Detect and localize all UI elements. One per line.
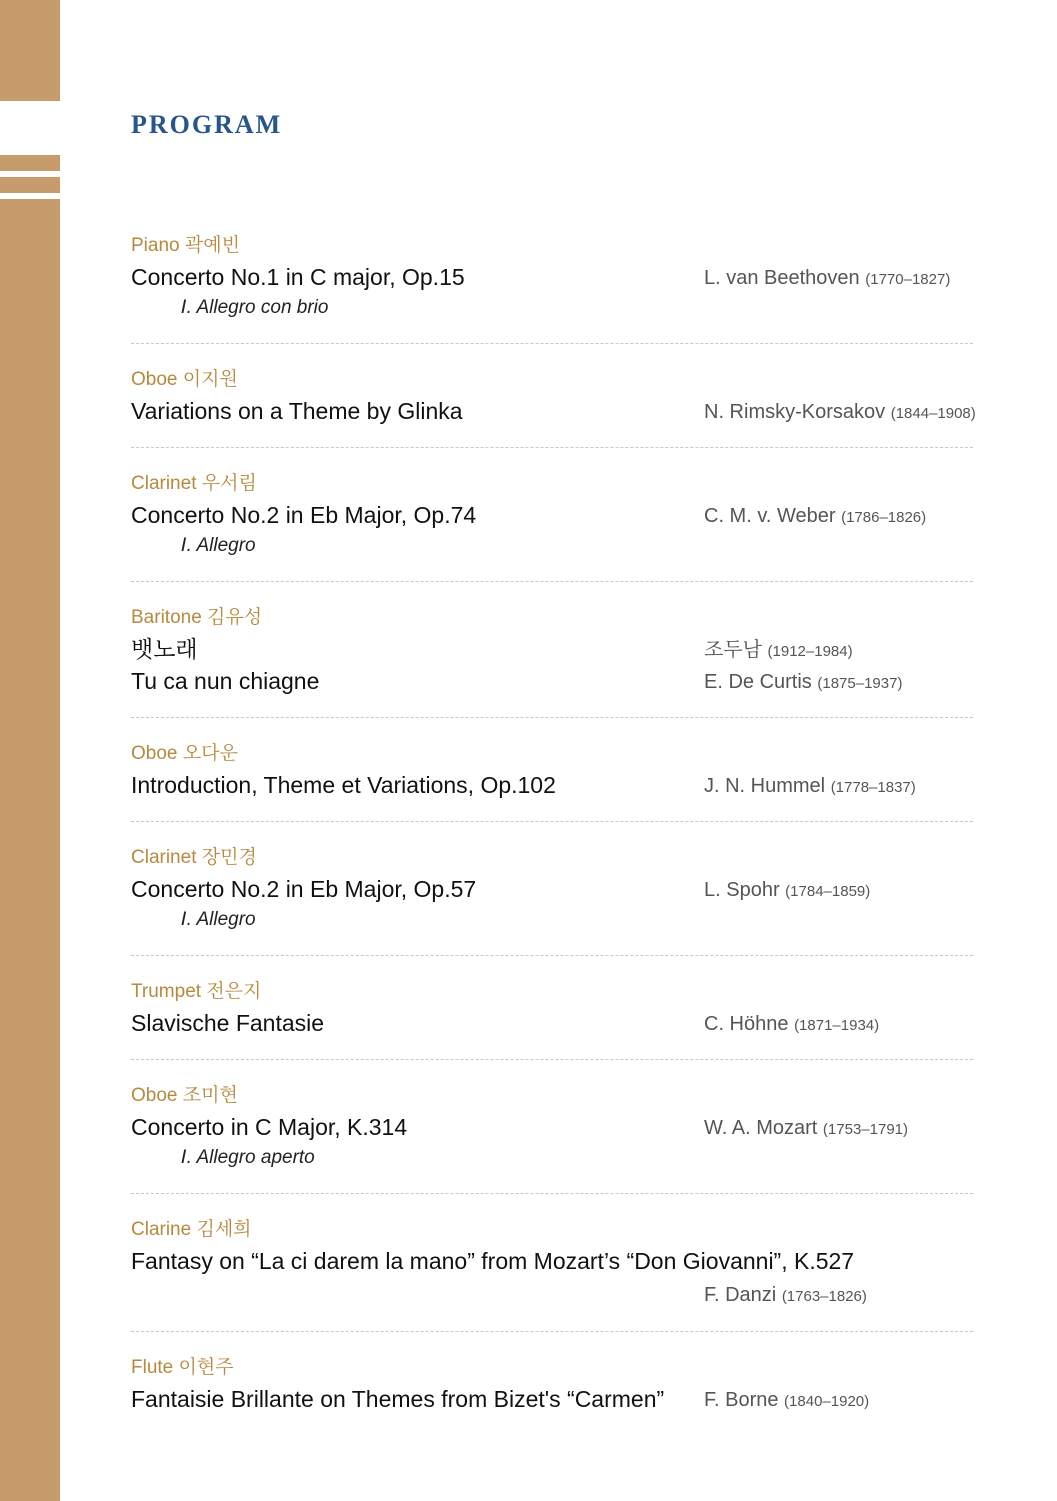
movement-label: Ⅰ. Allegro <box>181 909 256 930</box>
composer-credit <box>704 500 926 534</box>
performer-label: Clarinet 우서림 <box>131 473 257 494</box>
program-line <box>131 1007 973 1039</box>
composer-name: E. De Curtis <box>704 671 812 693</box>
movement-label: Ⅰ. Allegro <box>181 535 256 556</box>
side-accent-notch <box>0 101 60 149</box>
dashed-divider <box>131 343 973 344</box>
program-list <box>131 230 976 1415</box>
dashed-divider <box>131 1059 973 1060</box>
work-title: 뱃노래 <box>131 636 198 662</box>
work-title: Fantaisie Brillante on Themes from Bizet's “Carmen” <box>131 1386 665 1412</box>
composer-name: 조두남 <box>704 639 762 661</box>
dashed-divider <box>131 447 973 448</box>
composer-credit <box>704 262 950 296</box>
composer-credit <box>704 634 853 668</box>
work-title: Slavische Fantasie <box>131 1010 325 1036</box>
dashed-divider <box>131 581 973 582</box>
program-item <box>131 468 973 561</box>
performer-label: Clarinet 장민경 <box>131 847 257 868</box>
movement-label: Ⅰ. Allegro aperto <box>181 1147 315 1168</box>
performer-label: Oboe 이지원 <box>131 369 238 390</box>
composer-credit <box>704 874 870 908</box>
program-item <box>131 738 973 801</box>
program-line <box>131 261 973 293</box>
dashed-divider <box>131 955 973 956</box>
performer-label: Oboe 오다운 <box>131 743 238 764</box>
composer-dates: (1786–1826) <box>841 509 927 526</box>
composer-name: L. van Beethoven <box>704 267 860 289</box>
composer-name: W. A. Mozart <box>704 1117 818 1139</box>
work-title: Concerto No.2 in Eb Major, Op.57 <box>131 876 477 902</box>
performer-label: Clarine 김세희 <box>131 1219 252 1240</box>
composer-dates: (1844–1908) <box>890 405 976 422</box>
program-line <box>131 665 973 697</box>
work-title: Fantasy on “La ci darem la mano” from Mozart’s “Don Giovanni”, K.527 <box>131 1248 855 1274</box>
program-item <box>131 976 973 1039</box>
composer-dates: (1875–1937) <box>817 675 903 692</box>
program-line <box>131 633 973 665</box>
program-item <box>131 842 973 935</box>
program-item <box>131 230 973 323</box>
composer-dates: (1770–1827) <box>865 271 951 288</box>
work-title: Concerto No.1 in C major, Op.15 <box>131 264 465 290</box>
dashed-divider <box>131 821 973 822</box>
work-title: Tu ca nun chiagne <box>131 668 320 694</box>
performer-label: Flute 이현주 <box>131 1357 234 1378</box>
side-accent-stripe <box>0 171 60 177</box>
performer-label: Baritone 김유성 <box>131 607 263 628</box>
composer-credit <box>704 1008 879 1042</box>
dashed-divider <box>131 1331 973 1332</box>
composer-dates: (1871–1934) <box>794 1017 880 1034</box>
work-title: Introduction, Theme et Variations, Op.102 <box>131 772 556 798</box>
program-line <box>131 1383 973 1415</box>
composer-credit <box>704 1112 908 1146</box>
composer-credit <box>704 396 976 430</box>
composer-name: N. Rimsky-Korsakov <box>704 401 886 423</box>
composer-dates: (1840–1920) <box>784 1393 870 1410</box>
composer-dates: (1912–1984) <box>767 643 853 660</box>
program-line <box>131 395 976 427</box>
side-accent-stripe <box>0 193 60 199</box>
composer-line <box>131 1277 973 1311</box>
work-title: Variations on a Theme by Glinka <box>131 398 463 424</box>
dashed-divider <box>131 1193 973 1194</box>
composer-name: J. N. Hummel <box>704 775 826 797</box>
performer-label: Trumpet 전은지 <box>131 981 262 1002</box>
program-line <box>131 873 973 905</box>
program-line <box>131 499 973 531</box>
program-item <box>131 1080 973 1173</box>
side-accent-stripe <box>0 149 60 155</box>
composer-name: L. Spohr <box>704 879 780 901</box>
composer-credit <box>704 666 902 700</box>
work-title: Concerto in C Major, K.314 <box>131 1114 408 1140</box>
program-item <box>131 1352 973 1415</box>
composer-name: F. Danzi <box>704 1284 777 1306</box>
composer-dates: (1784–1859) <box>785 883 871 900</box>
program-line <box>131 1111 973 1143</box>
program-item <box>131 364 976 427</box>
composer-name: C. Höhne <box>704 1013 789 1035</box>
page-title: PROGRAM <box>131 110 283 139</box>
composer-dates: (1763–1826) <box>781 1288 867 1305</box>
performer-label: Piano 곽예빈 <box>131 235 240 256</box>
program-line <box>131 769 973 801</box>
program-line <box>131 1245 973 1277</box>
program-item <box>131 602 973 697</box>
work-title: Concerto No.2 in Eb Major, Op.74 <box>131 502 477 528</box>
program-item <box>131 1214 973 1311</box>
composer-name: F. Borne <box>704 1389 779 1411</box>
performer-label: Oboe 조미현 <box>131 1085 238 1106</box>
composer-credit <box>704 1279 867 1313</box>
composer-credit <box>704 770 916 804</box>
composer-dates: (1753–1791) <box>822 1121 908 1138</box>
side-accent-bar <box>0 0 60 1501</box>
composer-credit <box>704 1384 869 1418</box>
dashed-divider <box>131 717 973 718</box>
movement-label: Ⅰ. Allegro con brio <box>181 297 329 318</box>
composer-name: C. M. v. Weber <box>704 505 836 527</box>
composer-dates: (1778–1837) <box>830 779 916 796</box>
